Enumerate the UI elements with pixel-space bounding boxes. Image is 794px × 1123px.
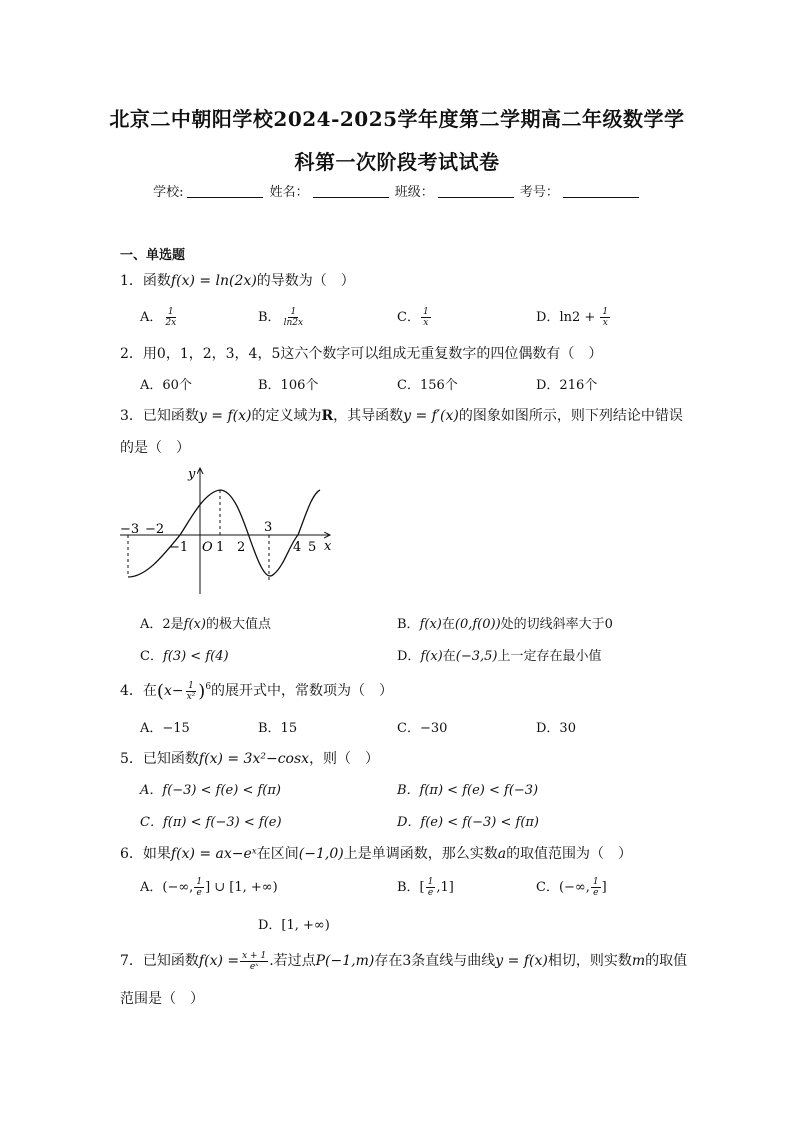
q4-option-b[interactable]: B．15 <box>258 721 298 736</box>
q1-option-a[interactable] <box>140 306 179 328</box>
q1-b-label: B． <box>258 310 281 325</box>
tick-label-neg1: −1 <box>169 540 189 555</box>
q1-b-fraction: $\frac{1}{\ln 2x}$ <box>283 307 304 328</box>
school-blank[interactable] <box>187 185 263 198</box>
number-blank[interactable] <box>563 185 639 198</box>
q1-c-fraction: $\frac{1}{x}$ <box>422 307 429 328</box>
question-7-line1: 7．已知函数f(x) = $\frac{x + 1}{\text{eˣ}}$ .若过点P(−1,m)存在3条直线与曲线y = f(x)相切，则实数m的取值 <box>120 950 688 972</box>
question-1 <box>120 270 355 290</box>
derivative-graph <box>118 462 338 602</box>
q1-d-fraction: $\frac{1}{x}$ <box>602 307 609 328</box>
question-5: 5．已知函数f(x) = 3x²−cosx，则（ ） <box>120 751 380 767</box>
question-7-line2: 范围是（ ） <box>120 991 204 1007</box>
q1-expression: f(x) = ln(2x) <box>170 273 257 289</box>
student-info-row <box>0 181 794 200</box>
q6-option-d[interactable]: D．[1, +∞) <box>258 918 330 933</box>
tick-label-1: 1 <box>216 540 225 555</box>
class-label: 班级： <box>394 185 434 200</box>
class-blank[interactable] <box>438 185 514 198</box>
q5-option-c[interactable]: C．f(π) < f(−3) < f(e) <box>140 815 282 830</box>
q1-a-fraction: $\frac{1}{2x}$ <box>165 307 177 328</box>
tick-label-4: 4 <box>293 540 302 555</box>
name-blank[interactable] <box>313 185 389 198</box>
question-3-line1: 3．已知函数y = f(x)的定义域为R，其导函数y = f′(x)的图象如图所示，则下列结论中错误 <box>120 408 683 424</box>
q4-option-a[interactable]: A．−15 <box>140 721 190 736</box>
question-6: 6．如果f(x) = ax−eˣ在区间(−1,0)上是单调函数，那么实数a的取值范围为（ ） <box>120 846 633 862</box>
q2-option-b[interactable]: B．106个 <box>258 378 319 393</box>
q1-stem-start: 1．函数 <box>120 273 171 289</box>
q3-option-a[interactable]: A．2是f(x)的极大值点 <box>140 617 271 632</box>
q6-option-a[interactable]: A．(−∞, $\frac{1}{e}$ ] ∪ [1, +∞) <box>140 877 278 898</box>
q1-stem-end: 的导数为（ ） <box>256 273 355 289</box>
name-label: 姓名： <box>269 185 309 200</box>
q5-option-a[interactable]: A．f(−3) < f(e) < f(π) <box>140 783 281 798</box>
question-2: 2．用0，1，2，3，4，5这六个数字可以组成无重复数字的四位偶数有（ ） <box>120 346 603 362</box>
q6-option-c[interactable]: C．(−∞, $\frac{1}{e}$ ] <box>536 877 607 898</box>
q3-option-d[interactable]: D．f(x)在(−3,5)上一定存在最小值 <box>397 649 602 664</box>
exam-title-line1: 北京二中朝阳学校2024-2025学年度第二学期高二年级数学学 <box>109 107 685 131</box>
q2-option-c[interactable]: C．156个 <box>397 378 458 393</box>
tick-label-3: 3 <box>264 520 273 535</box>
q1-option-b[interactable] <box>258 306 306 328</box>
section-heading: 一、单选题 <box>120 248 186 263</box>
q4-option-d[interactable]: D．30 <box>536 721 576 736</box>
q5-option-d[interactable]: D．f(e) < f(−3) < f(π) <box>397 815 540 830</box>
tick-label-neg3: −3 <box>120 522 140 537</box>
exam-title-line2: 科第一次阶段考试试卷 <box>294 150 500 174</box>
number-label: 考号： <box>519 185 559 200</box>
q7-fraction: $\frac{x + 1}{\text{eˣ}}$ <box>242 950 267 972</box>
graph-x-label: x <box>324 539 332 554</box>
q1-option-d[interactable] <box>536 306 611 328</box>
graph-origin-label: O <box>202 540 213 555</box>
q6-option-b[interactable]: B．[ $\frac{1}{e}$ ,1] <box>397 877 454 898</box>
graph-y-label: y <box>188 467 196 482</box>
q3-option-b[interactable]: B．f(x)在(0,f(0))处的切线斜率大于0 <box>397 617 613 632</box>
q4-option-c[interactable]: C．−30 <box>397 721 448 736</box>
tick-label-5: 5 <box>308 540 317 555</box>
q2-option-a[interactable]: A．60个 <box>140 378 192 393</box>
q5-option-b[interactable]: B．f(π) < f(e) < f(−3) <box>397 783 539 798</box>
tick-label-neg2: −2 <box>145 522 165 537</box>
q1-c-label: C． <box>397 310 420 325</box>
q2-option-d[interactable]: D．216个 <box>536 378 598 393</box>
q3-option-c[interactable]: C．f(3) < f(4) <box>140 649 229 664</box>
q1-a-label: A． <box>140 310 163 325</box>
tick-label-2: 2 <box>237 540 246 555</box>
q1-d-label: D． <box>536 310 560 325</box>
q1-d-prefix: ln2 + <box>559 310 600 325</box>
question-4: 4．在(x− $\frac{1}{\text{x²}}$ )$^6$的展开式中，常数项为（ ） <box>120 680 394 702</box>
school-label: 学校: <box>153 185 184 200</box>
q4-fraction: $\frac{1}{\text{x²}}$ <box>186 680 196 702</box>
question-3-line2: 的是（ ） <box>120 440 190 456</box>
q1-option-c[interactable] <box>397 306 432 328</box>
